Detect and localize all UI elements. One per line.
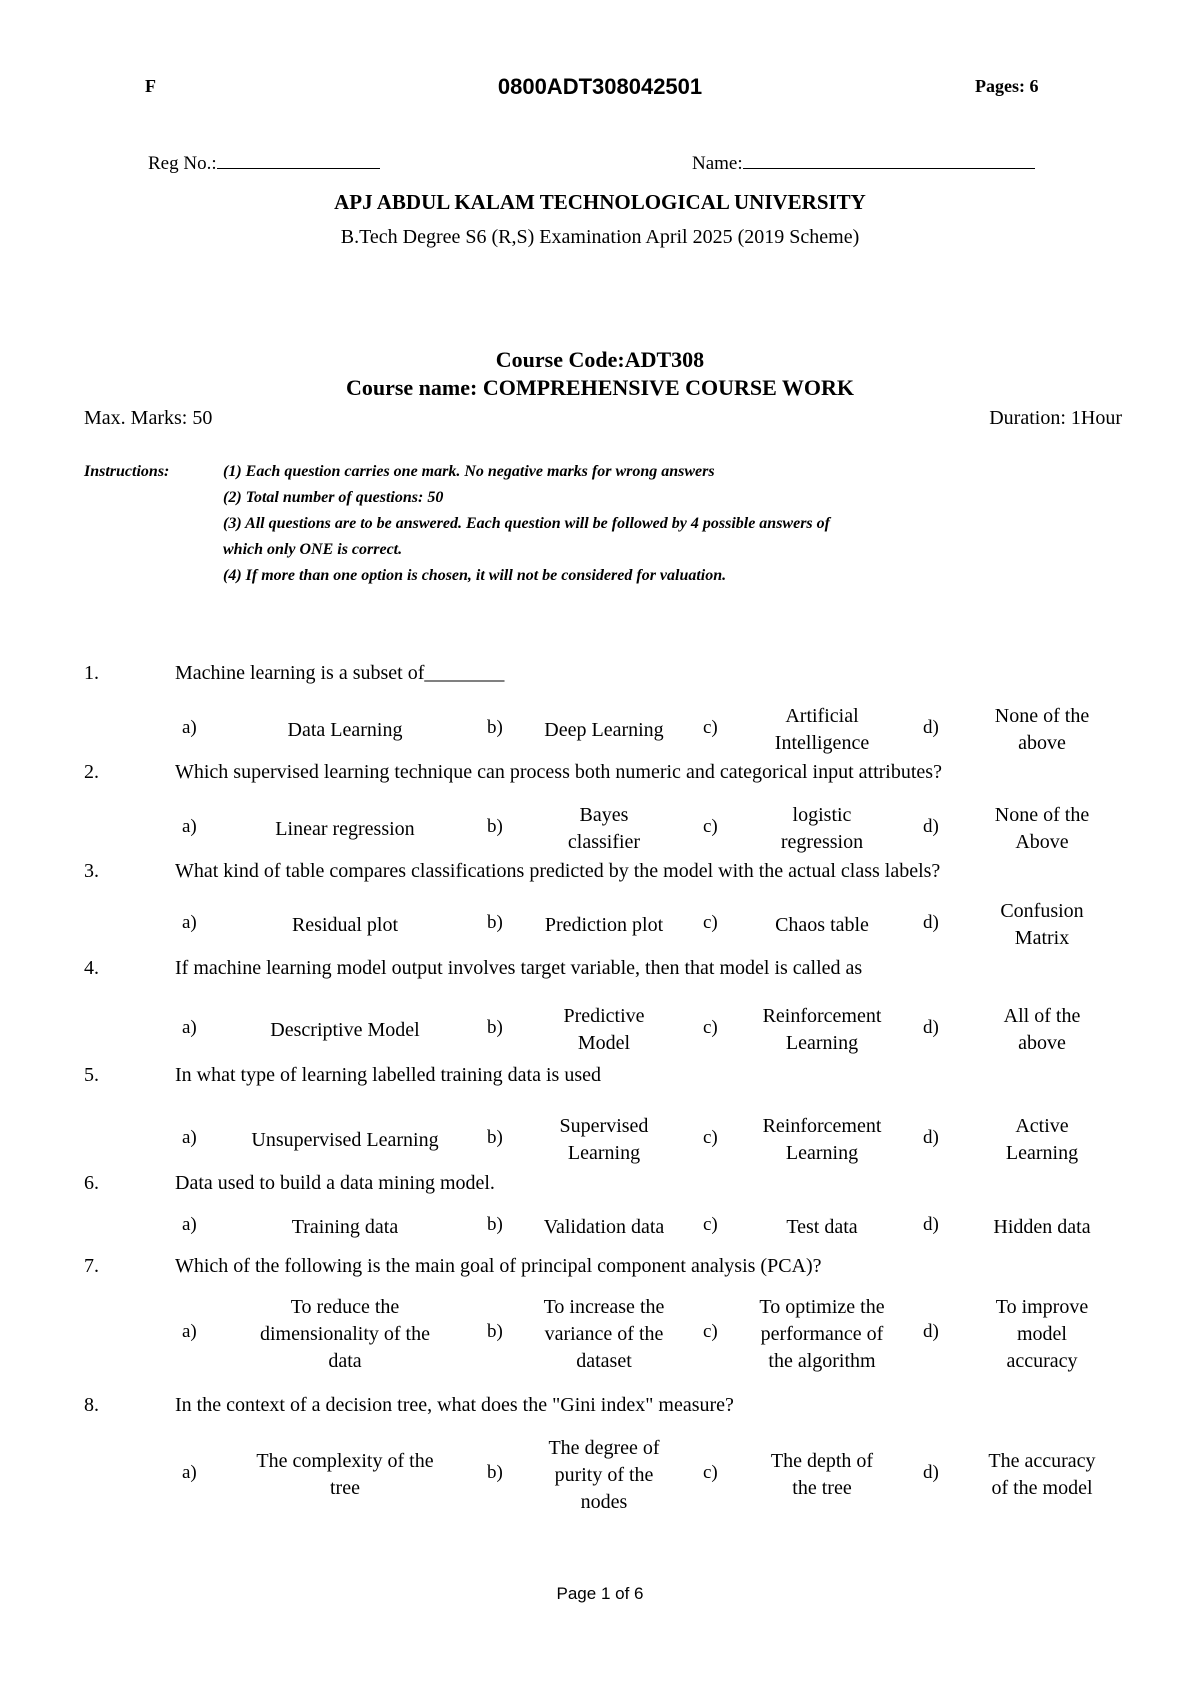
option-letter: b) bbox=[487, 1214, 503, 1235]
option-text bbox=[519, 802, 689, 856]
option-line: Reinforcement bbox=[762, 1005, 882, 1027]
option-line: Deep Learning bbox=[544, 718, 664, 741]
paper-code: 0800ADT308042501 bbox=[497, 74, 703, 99]
option-line: model bbox=[1017, 1322, 1067, 1345]
option-text bbox=[220, 1214, 470, 1241]
university-title: APJ ABDUL KALAM TECHNOLOGICAL UNIVERSITY bbox=[334, 190, 866, 214]
reg-no-blank bbox=[217, 152, 380, 169]
option-letter: d) bbox=[923, 912, 939, 933]
question-text: What kind of table compares classifications predicted by the model with the actual class labels? bbox=[175, 860, 941, 882]
option-text bbox=[967, 1294, 1117, 1375]
option-text bbox=[519, 1294, 689, 1375]
option-line: Intelligence bbox=[774, 732, 870, 754]
name-label: Name: bbox=[692, 153, 743, 174]
option-line: To optimize the bbox=[759, 1295, 885, 1318]
option-line: Reinforcement bbox=[762, 1115, 882, 1137]
option-line: Active bbox=[1015, 1115, 1069, 1137]
option-letter: a) bbox=[182, 1127, 197, 1148]
option-line: Unsupervised Learning bbox=[251, 1128, 439, 1151]
question-number: 5. bbox=[84, 1064, 99, 1086]
option-line: purity of the bbox=[554, 1463, 654, 1486]
instruction-line: (1) Each question carries one mark. No negative marks for wrong answers bbox=[223, 463, 715, 480]
option-text bbox=[519, 912, 689, 939]
instructions-label: Instructions: bbox=[84, 463, 170, 480]
option-line: logistic bbox=[792, 804, 852, 826]
question-text: In the context of a decision tree, what does the "Gini index" measure? bbox=[175, 1394, 734, 1416]
option-text bbox=[519, 717, 689, 744]
option-line: All of the bbox=[1003, 1005, 1081, 1027]
option-text bbox=[737, 1448, 907, 1502]
option-line: Supervised bbox=[559, 1115, 649, 1137]
option-line: Linear regression bbox=[275, 817, 415, 840]
max-marks: Max. Marks: 50 bbox=[84, 407, 213, 429]
option-text bbox=[220, 816, 470, 843]
instruction-line: (3) All questions are to be answered. Each question will be followed by 4 possible answers of bbox=[223, 515, 830, 532]
question-number: 7. bbox=[84, 1255, 99, 1277]
option-text bbox=[519, 1214, 689, 1241]
option-text bbox=[967, 1113, 1117, 1167]
option-letter: b) bbox=[487, 1017, 503, 1038]
instruction-line: (2) Total number of questions: 50 bbox=[223, 489, 444, 506]
option-letter: d) bbox=[923, 717, 939, 738]
option-line: The depth of bbox=[770, 1450, 874, 1472]
option-line: The degree of bbox=[548, 1436, 660, 1459]
option-text bbox=[220, 912, 470, 939]
page-count: Pages: 6 bbox=[975, 76, 1039, 96]
option-line: dataset bbox=[576, 1349, 632, 1372]
option-line: accuracy bbox=[1006, 1349, 1078, 1372]
option-letter: d) bbox=[923, 1462, 939, 1483]
option-text bbox=[220, 1127, 470, 1154]
question-text: Which supervised learning technique can process both numeric and categorical input attributes? bbox=[175, 761, 942, 783]
option-line: of the model bbox=[991, 1477, 1093, 1499]
option-letter: d) bbox=[923, 1214, 939, 1235]
name-field bbox=[692, 152, 1035, 175]
option-line: Artificial bbox=[785, 705, 859, 727]
option-line: To reduce the bbox=[290, 1295, 400, 1318]
option-text bbox=[967, 1448, 1117, 1502]
option-line: To improve bbox=[995, 1295, 1089, 1318]
option-line: Test data bbox=[786, 1215, 858, 1238]
option-line: Above bbox=[1015, 831, 1069, 853]
option-line: Descriptive Model bbox=[270, 1018, 420, 1041]
option-line: Prediction plot bbox=[544, 913, 664, 936]
option-text bbox=[967, 703, 1117, 757]
option-text bbox=[220, 1017, 470, 1044]
option-letter: a) bbox=[182, 1017, 197, 1038]
option-letter: c) bbox=[703, 1214, 718, 1235]
option-text bbox=[220, 717, 470, 744]
option-text bbox=[519, 1003, 689, 1057]
option-line: dimensionality of the bbox=[260, 1322, 430, 1345]
option-line: Training data bbox=[291, 1215, 399, 1238]
option-letter: b) bbox=[487, 1462, 503, 1483]
option-line: Matrix bbox=[1014, 927, 1070, 949]
option-line: To increase the bbox=[543, 1295, 665, 1318]
option-text bbox=[737, 1003, 907, 1057]
instruction-line: which only ONE is correct. bbox=[223, 541, 403, 558]
option-letter: c) bbox=[703, 1017, 718, 1038]
option-line: Model bbox=[577, 1032, 631, 1054]
option-letter: c) bbox=[703, 912, 718, 933]
option-letter: d) bbox=[923, 1127, 939, 1148]
option-letter: b) bbox=[487, 912, 503, 933]
option-line: Validation data bbox=[543, 1215, 665, 1238]
question-text: If machine learning model output involves target variable, then that model is called as bbox=[175, 957, 863, 979]
duration: Duration: 1Hour bbox=[989, 407, 1122, 429]
option-line: Confusion bbox=[1000, 900, 1084, 922]
option-text bbox=[967, 1214, 1117, 1241]
option-text bbox=[967, 1003, 1117, 1057]
option-line: performance of bbox=[760, 1322, 884, 1345]
option-text bbox=[220, 1448, 470, 1502]
question-number: 2. bbox=[84, 761, 99, 783]
option-letter: c) bbox=[703, 1127, 718, 1148]
option-line: variance of the bbox=[544, 1322, 664, 1345]
option-line: Hidden data bbox=[993, 1215, 1091, 1238]
question-number: 8. bbox=[84, 1394, 99, 1416]
page-footer: Page 1 of 6 bbox=[556, 1584, 644, 1603]
option-letter: c) bbox=[703, 1462, 718, 1483]
option-line: above bbox=[1018, 1032, 1066, 1054]
option-text bbox=[737, 912, 907, 939]
option-letter: a) bbox=[182, 1214, 197, 1235]
option-line: Predictive bbox=[563, 1005, 645, 1027]
option-line: The complexity of the bbox=[256, 1450, 434, 1472]
option-letter: c) bbox=[703, 717, 718, 738]
option-letter: d) bbox=[923, 1017, 939, 1038]
option-line: classifier bbox=[567, 831, 641, 853]
name-blank bbox=[743, 152, 1035, 169]
reg-no-label: Reg No.: bbox=[148, 153, 217, 174]
option-text bbox=[737, 1294, 907, 1375]
option-line: Residual plot bbox=[291, 913, 399, 936]
option-line: The accuracy bbox=[988, 1450, 1096, 1472]
option-line: None of the bbox=[994, 705, 1090, 727]
option-line: Chaos table bbox=[775, 913, 869, 936]
question-text: Which of the following is the main goal of principal component analysis (PCA)? bbox=[175, 1255, 822, 1277]
option-text bbox=[967, 802, 1117, 856]
question-number: 6. bbox=[84, 1172, 99, 1194]
option-text bbox=[519, 1435, 689, 1516]
instruction-line: (4) If more than one option is chosen, it will not be considered for valuation. bbox=[223, 567, 727, 584]
option-line: nodes bbox=[580, 1490, 628, 1513]
option-letter: b) bbox=[487, 816, 503, 837]
option-text bbox=[737, 1214, 907, 1241]
option-text bbox=[967, 898, 1117, 952]
option-line: the tree bbox=[792, 1477, 852, 1499]
option-text bbox=[737, 703, 907, 757]
option-letter: b) bbox=[487, 1321, 503, 1342]
option-line: Learning bbox=[1005, 1142, 1079, 1164]
option-letter: a) bbox=[182, 912, 197, 933]
question-text: In what type of learning labelled training data is used bbox=[175, 1064, 601, 1086]
option-line: Learning bbox=[567, 1142, 641, 1164]
option-line: Learning bbox=[785, 1142, 859, 1164]
option-letter: c) bbox=[703, 1321, 718, 1342]
option-line: Learning bbox=[785, 1032, 859, 1054]
option-line: the algorithm bbox=[768, 1349, 876, 1372]
option-text bbox=[220, 1294, 470, 1375]
question-text: Machine learning is a subset of________ bbox=[175, 662, 505, 684]
option-letter: c) bbox=[703, 816, 718, 837]
option-line: None of the bbox=[994, 804, 1090, 826]
question-text: Data used to build a data mining model. bbox=[175, 1172, 495, 1194]
option-line: Bayes bbox=[579, 804, 629, 826]
option-letter: b) bbox=[487, 717, 503, 738]
course-name: Course name: COMPREHENSIVE COURSE WORK bbox=[345, 375, 855, 400]
option-text bbox=[737, 802, 907, 856]
option-line: data bbox=[328, 1349, 362, 1372]
option-letter: a) bbox=[182, 717, 197, 738]
option-letter: a) bbox=[182, 816, 197, 837]
option-line: Data Learning bbox=[287, 718, 403, 741]
option-text bbox=[519, 1113, 689, 1167]
option-text bbox=[737, 1113, 907, 1167]
question-number: 1. bbox=[84, 662, 99, 684]
option-line: tree bbox=[330, 1477, 360, 1499]
exam-title: B.Tech Degree S6 (R,S) Examination April 2025 (2019 Scheme) bbox=[340, 226, 860, 248]
reg-no-field bbox=[148, 152, 380, 175]
option-line: above bbox=[1018, 732, 1066, 754]
question-number: 4. bbox=[84, 957, 99, 979]
option-letter: a) bbox=[182, 1462, 197, 1483]
course-code: Course Code:ADT308 bbox=[495, 347, 705, 372]
option-letter: a) bbox=[182, 1321, 197, 1342]
option-letter: d) bbox=[923, 816, 939, 837]
question-number: 3. bbox=[84, 860, 99, 882]
option-letter: b) bbox=[487, 1127, 503, 1148]
option-line: regression bbox=[780, 831, 864, 853]
option-letter: d) bbox=[923, 1321, 939, 1342]
paper-set-mark: F bbox=[145, 76, 156, 96]
